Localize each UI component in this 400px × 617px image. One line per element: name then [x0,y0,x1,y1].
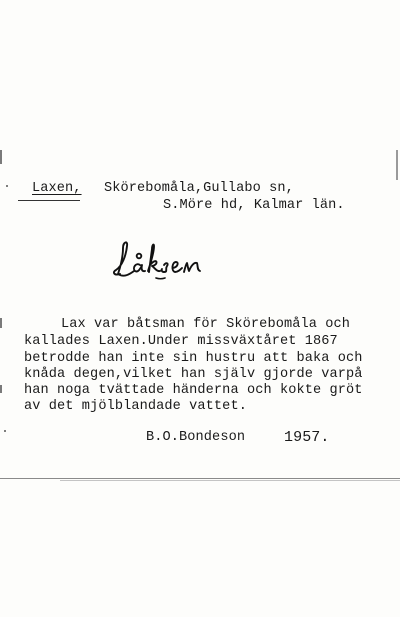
keyword: Laxen, [32,181,82,196]
handwritten-word [112,238,232,284]
body-line: Lax var båtsman för Skörebomåla och [61,317,351,332]
body-line: han noga tvättade händerna och kokte gröt [24,383,363,398]
card-bottom-edge [0,478,400,479]
scan-edge-mark [396,150,398,180]
body-line: knåda degen,vilket han själv gjorde varpå [24,367,363,382]
scan-edge-mark [0,385,2,393]
location-line-2: S.Möre hd, Kalmar län. [163,198,345,213]
scan-edge-mark [0,318,2,328]
scan-speck [4,430,6,432]
body-line: kallades Laxen.Under missväxtåret 1867 [24,334,338,349]
scan-speck [6,185,8,187]
scan-edge-mark [0,150,2,164]
card-bottom-edge-shadow [60,480,400,481]
keyword-rule [18,200,80,201]
signature-year: 1957. [284,429,330,446]
signature: B.O.Bondeson [146,430,246,445]
body-line: betrodde han inte sin hustru att baka och [24,351,363,366]
body-line: av det mjölblandade vattet. [24,399,247,414]
location-line-1: Skörebomåla,Gullabo sn, [104,181,294,196]
